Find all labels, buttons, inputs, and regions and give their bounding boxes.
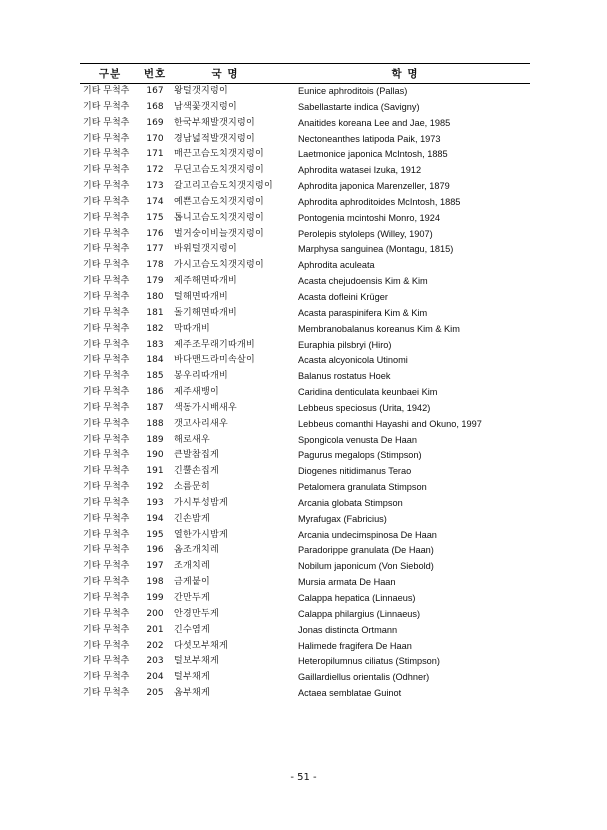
row-korean-name: 경남넓적발갯지렁이 <box>174 133 255 144</box>
row-number: 192 <box>146 482 164 493</box>
row-scientific-name: Balanus rostatus Hoek <box>298 371 391 382</box>
row-number: 189 <box>146 434 164 445</box>
row-category: 기타 무척추 <box>83 149 130 160</box>
row-scientific-name: Acasta paraspinifera Kim & Kim <box>298 307 428 318</box>
row-category: 기타 무척추 <box>83 418 130 429</box>
row-number: 169 <box>146 117 164 128</box>
row-scientific-name: Heteropilumnus ciliatus (Stimpson) <box>298 656 440 667</box>
header-scientific-name: 학 명 <box>280 64 530 84</box>
table-row <box>80 512 530 528</box>
row-korean-name: 털해면따개비 <box>174 291 228 302</box>
row-number: 176 <box>146 228 164 239</box>
row-number: 199 <box>146 593 164 603</box>
row-number: 172 <box>146 165 164 176</box>
row-category: 기타 무척추 <box>83 640 130 651</box>
row-category: 기타 무척추 <box>83 101 130 112</box>
row-category: 기타 무척추 <box>83 339 130 350</box>
row-number: 185 <box>146 371 164 382</box>
row-number: 175 <box>146 212 164 223</box>
table-header <box>80 64 530 84</box>
row-number: 182 <box>146 323 164 334</box>
row-category: 기타 무척추 <box>83 196 130 207</box>
row-category: 기타 무척추 <box>83 307 130 318</box>
row-korean-name: 톱니고슴도치갯지렁이 <box>174 212 264 223</box>
row-korean-name: 돌기해면따개비 <box>174 307 237 318</box>
row-korean-name: 긴뿔손집게 <box>174 466 219 477</box>
row-korean-name: 털부채게 <box>174 672 210 683</box>
row-scientific-name: Membranobalanus koreanus Kim & Kim <box>298 323 460 334</box>
row-korean-name: 털보부채게 <box>174 656 219 667</box>
row-korean-name: 조개치레 <box>174 561 210 572</box>
row-category: 기타 무척추 <box>83 497 130 508</box>
table-row <box>80 559 530 575</box>
row-korean-name: 긴수염게 <box>174 624 210 635</box>
table-row <box>80 179 530 195</box>
row-korean-name: 왕털갯지렁이 <box>174 86 228 96</box>
table-row <box>80 227 530 243</box>
row-number: 184 <box>146 355 164 366</box>
row-korean-name: 봉우리따개비 <box>174 371 228 382</box>
row-number: 200 <box>146 608 164 619</box>
header-korean-name: 국 명 <box>170 64 280 84</box>
row-scientific-name: Arcania undecimspinosa De Haan <box>298 529 437 540</box>
table-row <box>80 591 530 607</box>
row-category: 기타 무척추 <box>83 513 130 524</box>
row-korean-name: 금게붙이 <box>174 577 210 588</box>
row-scientific-name: Lebbeus speciosus (Urita, 1942) <box>298 402 431 413</box>
row-number: 173 <box>146 181 164 192</box>
row-number: 203 <box>146 656 164 667</box>
row-category: 기타 무척추 <box>83 165 130 176</box>
row-category: 기타 무척추 <box>83 86 130 96</box>
row-scientific-name: Perolepis styloleps (Willey, 1907) <box>298 228 433 239</box>
table-row <box>80 242 530 258</box>
row-scientific-name: Laetmonice japonica McIntosh, 1885 <box>298 149 448 160</box>
table-row <box>80 543 530 559</box>
row-number: 201 <box>146 624 164 635</box>
row-korean-name: 옴부채게 <box>174 688 210 699</box>
table-row <box>80 84 530 100</box>
row-korean-name: 제주새뱅이 <box>174 387 219 398</box>
row-korean-name: 가시고슴도치갯지렁이 <box>174 260 264 271</box>
row-number: 167 <box>146 86 164 96</box>
table-row <box>80 464 530 480</box>
row-category: 기타 무척추 <box>83 450 130 461</box>
row-scientific-name: Gaillardiellus orientalis (Odhner) <box>298 672 430 683</box>
row-scientific-name: Anaitides koreana Lee and Jae, 1985 <box>298 117 451 128</box>
row-korean-name: 가시투성밤게 <box>174 497 228 508</box>
row-category: 기타 무척추 <box>83 608 130 619</box>
row-scientific-name: Aphrodita aphroditoides McIntosh, 1885 <box>298 196 461 207</box>
header-category: 구분 <box>80 64 140 84</box>
row-category: 기타 무척추 <box>83 244 130 255</box>
table-row <box>80 480 530 496</box>
row-scientific-name: Diogenes nitidimanus Terao <box>298 466 412 477</box>
row-number: 193 <box>146 497 164 508</box>
table-row <box>80 163 530 179</box>
table-row <box>80 338 530 354</box>
row-scientific-name: Arcania globata Stimpson <box>298 497 403 508</box>
row-scientific-name: Nectoneanthes latipoda Paik, 1973 <box>298 133 441 144</box>
row-scientific-name: Petalomera granulata Stimpson <box>298 482 427 493</box>
table-row <box>80 528 530 544</box>
row-korean-name: 안경만두게 <box>174 608 219 619</box>
table-row <box>80 639 530 655</box>
table-row <box>80 448 530 464</box>
row-category: 기타 무척추 <box>83 434 130 445</box>
table-row <box>80 353 530 369</box>
row-korean-name: 한국부채발갯지렁이 <box>174 117 255 128</box>
row-scientific-name: Calappa philargius (Linnaeus) <box>298 608 421 619</box>
row-scientific-name: Nobilum japonicum (Von Siebold) <box>298 561 434 572</box>
row-number: 168 <box>146 101 164 112</box>
row-korean-name: 갈고리고슴도치갯지렁이 <box>174 181 273 192</box>
table-row <box>80 322 530 338</box>
row-category: 기타 무척추 <box>83 656 130 667</box>
table-row <box>80 195 530 211</box>
table-row <box>80 290 530 306</box>
row-number: 171 <box>146 149 164 160</box>
row-number: 191 <box>146 466 164 477</box>
row-category: 기타 무척추 <box>83 212 130 223</box>
row-number: 181 <box>146 307 164 318</box>
table-row <box>80 132 530 148</box>
row-scientific-name: Myrafugax (Fabricius) <box>298 513 387 524</box>
row-number: 180 <box>146 291 164 302</box>
row-korean-name: 제주해면따개비 <box>174 276 237 287</box>
table-row <box>80 654 530 670</box>
row-scientific-name: Aphrodita japonica Marenzeller, 1879 <box>298 181 450 192</box>
row-korean-name: 간만두게 <box>174 593 210 603</box>
row-korean-name: 해로새우 <box>174 434 210 445</box>
row-category: 기타 무척추 <box>83 593 130 603</box>
row-number: 188 <box>146 418 164 429</box>
row-korean-name: 막따개비 <box>174 323 210 334</box>
row-category: 기타 무척추 <box>83 371 130 382</box>
table-row <box>80 575 530 591</box>
table-row <box>80 670 530 686</box>
row-number: 198 <box>146 577 164 588</box>
row-number: 174 <box>146 196 164 207</box>
row-category: 기타 무척추 <box>83 466 130 477</box>
row-number: 170 <box>146 133 164 144</box>
row-number: 183 <box>146 339 164 350</box>
species-table <box>80 63 530 702</box>
row-number: 195 <box>146 529 164 540</box>
table-row <box>80 496 530 512</box>
table-row <box>80 116 530 132</box>
table-body <box>80 84 530 702</box>
row-category: 기타 무척추 <box>83 260 130 271</box>
row-korean-name: 바다맨드라미속살이 <box>174 355 255 366</box>
row-category: 기타 무척추 <box>83 561 130 572</box>
row-number: 197 <box>146 561 164 572</box>
row-scientific-name: Eunice aphroditois (Pallas) <box>298 86 408 96</box>
row-number: 196 <box>146 545 164 556</box>
row-scientific-name: Actaea semblatae Guinot <box>298 688 402 699</box>
row-category: 기타 무척추 <box>83 133 130 144</box>
row-korean-name: 매끈고슴도치갯지렁이 <box>174 149 264 160</box>
header-number: 번호 <box>140 64 170 84</box>
row-korean-name: 색동가시배새우 <box>174 402 237 413</box>
row-category: 기타 무척추 <box>83 276 130 287</box>
row-category: 기타 무척추 <box>83 181 130 192</box>
row-korean-name: 무딘고슴도치갯지렁이 <box>174 165 264 176</box>
table-row <box>80 401 530 417</box>
row-korean-name: 긴손밤게 <box>174 513 210 524</box>
row-number: 177 <box>146 244 164 255</box>
row-korean-name: 예쁜고슴도치갯지렁이 <box>174 196 264 207</box>
row-korean-name: 다섯모부채게 <box>174 640 228 651</box>
row-korean-name: 벌거숭이비늘갯지렁이 <box>174 228 264 239</box>
row-scientific-name: Paradorippe granulata (De Haan) <box>298 545 434 556</box>
row-category: 기타 무척추 <box>83 545 130 556</box>
row-scientific-name: Sabellastarte indica (Savigny) <box>298 101 420 112</box>
row-scientific-name: Jonas distincta Ortmann <box>298 624 398 635</box>
row-scientific-name: Lebbeus comanthi Hayashi and Okuno, 1997 <box>298 418 482 429</box>
row-korean-name: 바위털갯지렁이 <box>174 244 237 255</box>
row-number: 205 <box>146 688 164 699</box>
table-row <box>80 274 530 290</box>
row-category: 기타 무척추 <box>83 577 130 588</box>
row-scientific-name: Mursia armata De Haan <box>298 577 396 588</box>
row-category: 기타 무척추 <box>83 117 130 128</box>
table-row <box>80 306 530 322</box>
row-category: 기타 무척추 <box>83 323 130 334</box>
row-category: 기타 무척추 <box>83 624 130 635</box>
row-scientific-name: Acasta chejudoensis Kim & Kim <box>298 276 428 287</box>
row-number: 194 <box>146 513 164 524</box>
row-scientific-name: Acasta alcyonicola Utinomi <box>298 355 408 366</box>
row-category: 기타 무척추 <box>83 291 130 302</box>
table-row <box>80 623 530 639</box>
row-number: 190 <box>146 450 164 461</box>
table-row <box>80 369 530 385</box>
row-scientific-name: Caridina denticulata keunbaei Kim <box>298 387 438 398</box>
row-korean-name: 갯고사리새우 <box>174 418 228 429</box>
row-korean-name: 옴조개치레 <box>174 545 219 556</box>
row-category: 기타 무척추 <box>83 228 130 239</box>
row-category: 기타 무척추 <box>83 402 130 413</box>
row-korean-name: 소름문히 <box>174 482 210 493</box>
row-number: 186 <box>146 387 164 398</box>
row-scientific-name: Halimede fragifera De Haan <box>298 640 412 651</box>
table-row <box>80 417 530 433</box>
table-row <box>80 100 530 116</box>
row-number: 204 <box>146 672 164 683</box>
table-row <box>80 385 530 401</box>
row-scientific-name: Euraphia pilsbryi (Hiro) <box>298 339 392 350</box>
row-scientific-name: Aphrodita aculeata <box>298 260 375 271</box>
row-scientific-name: Spongicola venusta De Haan <box>298 434 418 445</box>
row-scientific-name: Acasta dofleini Krüger <box>298 291 388 302</box>
row-korean-name: 큰발참집게 <box>174 450 219 461</box>
row-number: 179 <box>146 276 164 287</box>
page-number: - 51 - <box>290 772 317 783</box>
row-scientific-name: Marphysa sanguinea (Montagu, 1815) <box>298 244 454 255</box>
row-number: 178 <box>146 260 164 271</box>
row-category: 기타 무척추 <box>83 688 130 699</box>
table-row <box>80 433 530 449</box>
row-category: 기타 무척추 <box>83 387 130 398</box>
row-scientific-name: Calappa hepatica (Linnaeus) <box>298 593 416 603</box>
table-row <box>80 258 530 274</box>
row-korean-name: 제주조무래기따개비 <box>174 339 255 350</box>
row-scientific-name: Aphrodita watasei Izuka, 1912 <box>298 165 422 176</box>
row-scientific-name: Pontogenia mcintoshi Monro, 1924 <box>298 212 440 223</box>
table-row <box>80 686 530 702</box>
row-category: 기타 무척추 <box>83 355 130 366</box>
row-korean-name: 열한가시밤게 <box>174 529 228 540</box>
row-category: 기타 무척추 <box>83 672 130 683</box>
table-row <box>80 211 530 227</box>
row-scientific-name: Pagurus megalops (Stimpson) <box>298 450 422 461</box>
header-row <box>80 64 530 84</box>
table-row <box>80 607 530 623</box>
row-korean-name: 남색꽃갯지렁이 <box>174 101 237 112</box>
table-row <box>80 147 530 163</box>
row-category: 기타 무척추 <box>83 529 130 540</box>
row-category: 기타 무척추 <box>83 482 130 493</box>
row-number: 202 <box>146 640 164 651</box>
row-number: 187 <box>146 402 164 413</box>
